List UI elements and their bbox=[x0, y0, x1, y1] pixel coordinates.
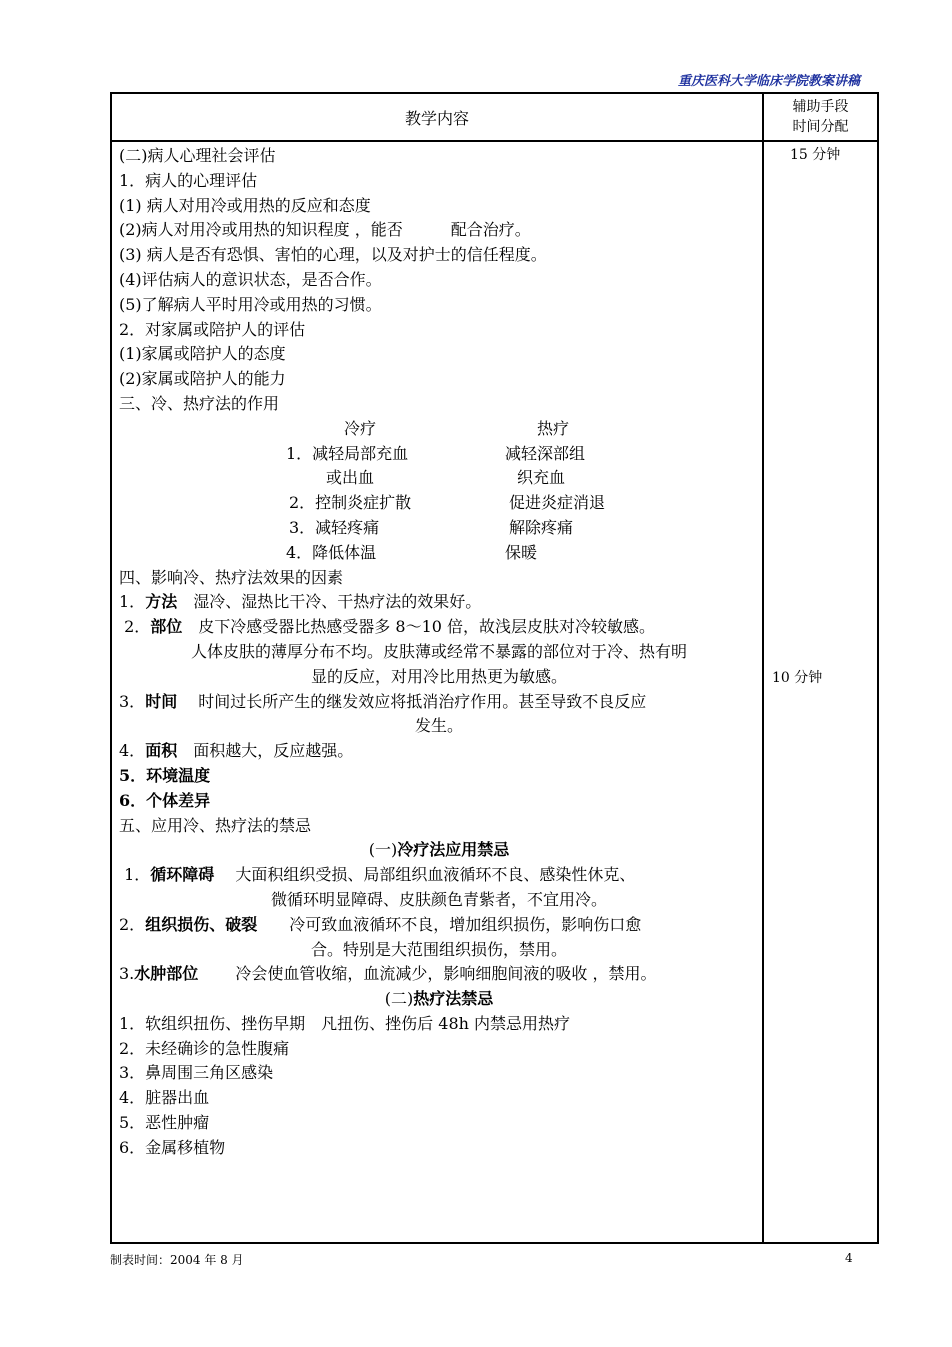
heat-effect: 促进炎症消退 bbox=[509, 493, 606, 513]
footer-date: 制表时间：2004 年 8 月 bbox=[110, 1253, 244, 1267]
contraindication-item: 1．软组织扭伤、挫伤早期 凡扭伤、挫伤后 48h 内禁忌用热疗 bbox=[119, 1013, 571, 1033]
text-line: 人体皮肤的薄厚分布不均。皮肤薄或经常不暴露的部位对于冷、热有明 bbox=[190, 641, 687, 661]
heat-therapy-header: 热疗 bbox=[537, 418, 570, 438]
item-term: 方法 bbox=[145, 592, 178, 612]
text-line: (1) 病人对用冷或用热的反应和态度 bbox=[119, 195, 371, 215]
text-line: 微循环明显障碍、皮肤颜色青紫者，不宜用冷。 bbox=[270, 889, 607, 909]
heat-effect: 减轻深部组 bbox=[505, 443, 586, 463]
page-number: 4 bbox=[845, 1251, 853, 1265]
heat-effect: 解除疼痛 bbox=[509, 517, 574, 537]
cold-effect: 1．减轻局部充血 bbox=[286, 443, 409, 463]
text-line: 显的反应，对用冷比用热更为敏感。 bbox=[310, 666, 567, 686]
column-divider bbox=[762, 94, 764, 1242]
factor-item bbox=[119, 690, 759, 715]
item-description: 冷会使血管收缩，血流减少，影响细胞间液的吸收 ，禁用。 bbox=[198, 964, 657, 984]
text-line: (5)了解病人平时用冷或用热的习惯。 bbox=[119, 294, 382, 314]
contraindication-item: 4．脏器出血 bbox=[119, 1088, 210, 1108]
text-line: 发生。 bbox=[414, 716, 463, 736]
item-term: 面积 bbox=[145, 741, 178, 761]
text-line: 五、应用冷、热疗法的禁忌 bbox=[119, 815, 312, 835]
lesson-content bbox=[119, 144, 759, 1161]
comparison-header bbox=[119, 417, 759, 442]
contraindication-item bbox=[119, 863, 759, 888]
section-title-heat bbox=[119, 987, 759, 1012]
text-line: (4)评估病人的意识状态，是否合作。 bbox=[119, 269, 382, 289]
header-title: 重庆医科大学临床学院教案讲稿 bbox=[677, 74, 860, 89]
section-number: (二) bbox=[384, 989, 414, 1009]
cold-effect: 2．控制炎症扩散 bbox=[289, 493, 412, 513]
contraindication-item: 6．金属移植物 bbox=[119, 1137, 226, 1157]
text-line: (二)病人心理社会评估 bbox=[119, 146, 276, 165]
heat-effect: 织充血 bbox=[517, 468, 566, 488]
text-line: (3) 病人是否有恐惧、害怕的心理，以及对护士的信任程度。 bbox=[119, 245, 547, 265]
item-term: 循环障碍 bbox=[150, 865, 215, 885]
item-description: 面积越大，反应越强。 bbox=[177, 741, 354, 761]
comparison-row bbox=[119, 491, 759, 516]
column-header-time: 时间分配 bbox=[792, 119, 849, 135]
comparison-row bbox=[119, 442, 759, 467]
item-number: 2． bbox=[119, 617, 151, 637]
item-description: 湿冷、湿热比干冷、干热疗法的效果好。 bbox=[177, 592, 482, 612]
item-number: 3． bbox=[119, 691, 146, 711]
section-title: 冷疗法应用禁忌 bbox=[397, 840, 510, 860]
cold-effect: 3．减轻疼痛 bbox=[289, 517, 380, 537]
item-description: 时间过长所产生的继发效应将抵消治疗作用。甚至导致不良反应 bbox=[177, 691, 647, 711]
text-line: 1．病人的心理评估 bbox=[119, 170, 258, 190]
cold-effect: 4．降低体温 bbox=[286, 542, 377, 562]
text-line: (2)家属或陪护人的能力 bbox=[119, 369, 286, 389]
text-line: 四、影响冷、热疗法效果的因素 bbox=[119, 567, 344, 587]
item-number: 2． bbox=[119, 914, 146, 934]
contraindication-item: 2．未经确诊的急性腹痛 bbox=[119, 1038, 290, 1058]
cold-effect: 或出血 bbox=[326, 468, 375, 488]
section-title-cold bbox=[119, 838, 759, 863]
lesson-table bbox=[110, 92, 879, 1244]
comparison-row bbox=[119, 541, 759, 566]
item-description: 大面积组织受损、局部组织血液循环不良、感染性休克、 bbox=[214, 865, 636, 885]
comparison-row bbox=[119, 516, 759, 541]
comparison-row bbox=[119, 466, 759, 491]
text-line: 2．对家属或陪护人的评估 bbox=[119, 319, 306, 339]
contraindication-item bbox=[119, 962, 759, 987]
time-allocation-1: 15 分钟 bbox=[790, 147, 841, 163]
header-divider bbox=[112, 140, 877, 142]
factor-item bbox=[119, 615, 759, 640]
time-allocation-2: 10 分钟 bbox=[772, 670, 823, 686]
text-line: (1)家属或陪护人的态度 bbox=[119, 344, 286, 364]
section-number: (一) bbox=[368, 840, 398, 860]
text-line: (2)病人对用冷或用热的知识程度 ，能否 配合治疗。 bbox=[119, 220, 531, 240]
contraindication-item bbox=[119, 913, 759, 938]
item-term: 组织损伤、破裂 bbox=[145, 914, 258, 934]
heat-effect: 保暖 bbox=[505, 542, 538, 562]
text-line: 合。特别是大范围组织损伤，禁用。 bbox=[310, 939, 567, 959]
factor-item: 5．环境温度 bbox=[119, 765, 211, 785]
column-header-aids: 辅助手段 bbox=[792, 99, 849, 115]
column-header-content: 教学内容 bbox=[404, 108, 469, 128]
cold-therapy-header: 冷疗 bbox=[344, 418, 377, 438]
item-term: 时间 bbox=[145, 691, 178, 711]
contraindication-item: 5．恶性肿瘤 bbox=[119, 1113, 210, 1133]
factor-item: 6．个体差异 bbox=[119, 790, 211, 810]
item-description: 冷可致血液循环不良，增加组织损伤，影响伤口愈 bbox=[257, 914, 642, 934]
item-number: 4． bbox=[119, 741, 146, 761]
item-number: 3. bbox=[119, 964, 135, 984]
item-number: 1． bbox=[119, 592, 146, 612]
item-number: 1． bbox=[119, 865, 151, 885]
contraindication-item: 3．鼻周围三角区感染 bbox=[119, 1063, 274, 1083]
item-description: 皮下冷感受器比热感受器多 8～10 倍，故浅层皮肤对冷较敏感。 bbox=[182, 617, 656, 637]
factor-item bbox=[119, 739, 759, 764]
factor-item bbox=[119, 590, 759, 615]
section-title: 热疗法禁忌 bbox=[413, 989, 494, 1009]
item-term: 水肿部位 bbox=[134, 964, 199, 984]
column-header-side bbox=[764, 94, 877, 140]
text-line: 三、冷、热疗法的作用 bbox=[119, 393, 280, 413]
item-term: 部位 bbox=[150, 617, 183, 637]
